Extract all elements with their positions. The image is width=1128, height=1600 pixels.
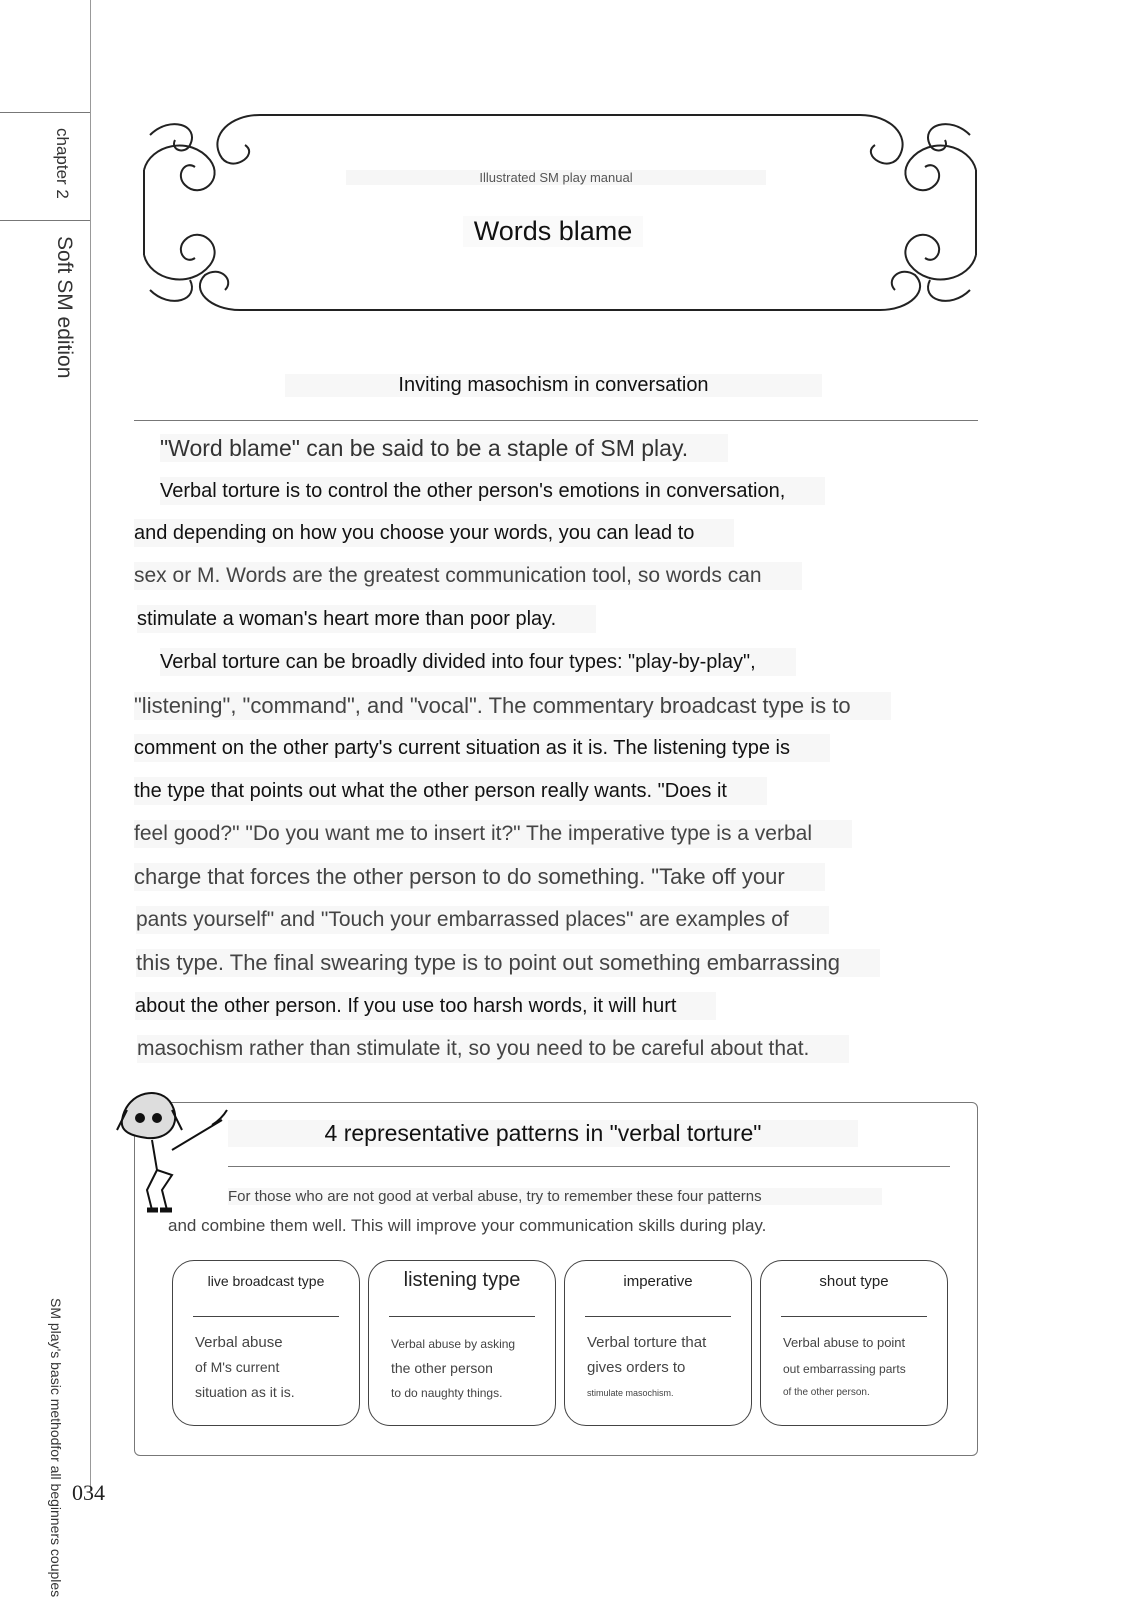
card-desc-line: Verbal abuse: [195, 1334, 283, 1351]
box-title: 4 representative patterns in "verbal torture": [228, 1120, 858, 1147]
card-desc-line: to do naughty things.: [391, 1386, 503, 1400]
card-rule: [781, 1316, 927, 1317]
card-title: imperative: [623, 1273, 693, 1290]
header-kicker: Illustrated SM play manual: [346, 170, 766, 185]
card-title: listening type: [403, 1269, 521, 1291]
card-desc-line: gives orders to: [587, 1359, 686, 1376]
pattern-card-listening: [368, 1260, 556, 1426]
box-intro-line1: For those who are not good at verbal abuse, try to remember these four patterns: [228, 1188, 882, 1205]
subtitle-rule: [134, 420, 978, 421]
body-line: about the other person. If you use too harsh words, it will hurt: [135, 992, 716, 1020]
card-rule: [585, 1316, 731, 1317]
card-desc-line: out embarrassing parts: [783, 1362, 906, 1376]
page-title: Words blame: [463, 216, 643, 247]
margin-divider: [90, 0, 91, 1490]
card-desc-line: of M's current: [195, 1359, 280, 1375]
edition-label: Soft SM edition: [53, 236, 76, 379]
body-line: stimulate a woman's heart more than poor play.: [137, 605, 596, 633]
page-number: 034: [72, 1480, 105, 1505]
card-desc-line: the other person: [391, 1360, 493, 1376]
card-desc-line: Verbal torture that: [587, 1334, 707, 1351]
body-line: "Word blame" can be said to be a staple of SM play.: [160, 434, 728, 462]
tab-divider: [0, 112, 90, 113]
body-line: Verbal torture can be broadly divided into four types: "play-by-play",: [160, 648, 796, 676]
body-line: the type that points out what the other person really wants. "Does it: [134, 777, 767, 805]
card-title: live broadcast type: [207, 1273, 325, 1289]
body-line: Verbal torture is to control the other person's emotions in conversation,: [160, 477, 825, 505]
body-line: pants yourself" and "Touch your embarrassed places" are examples of: [136, 906, 829, 934]
chapter-label: chapter 2: [53, 128, 72, 199]
section-subtitle: Inviting masochism in conversation: [285, 374, 822, 397]
box-title-rule: [228, 1166, 950, 1167]
card-title: shout type: [819, 1273, 889, 1290]
card-desc-line: Verbal abuse by asking: [391, 1337, 516, 1351]
body-line: and depending on how you choose your words, you can lead to: [134, 519, 734, 547]
card-desc-line: situation as it is.: [195, 1384, 295, 1400]
card-desc-line: stimulate masochism.: [587, 1388, 674, 1398]
pattern-card-imperative: [564, 1260, 752, 1426]
body-line: "listening", "command", and "vocal". The commentary broadcast type is to: [134, 692, 891, 720]
body-line: this type. The final swearing type is to point out something embarrassing: [136, 949, 880, 977]
card-desc-line: of the other person.: [783, 1387, 870, 1398]
body-line: charge that forces the other person to do something. "Take off your: [134, 863, 825, 891]
book-title-line1: SM play's basic method: [48, 1298, 64, 1446]
tab-divider: [0, 220, 90, 221]
body-line: feel good?" "Do you want me to insert it?" The imperative type is a verbal: [134, 820, 852, 848]
book-title-line2: for all beginners couples: [48, 1445, 64, 1598]
ornamental-frame: [130, 105, 990, 320]
body-line: masochism rather than stimulate it, so you need to be careful about that.: [137, 1035, 849, 1063]
book-title: [48, 1298, 64, 1597]
pattern-card-shout: [760, 1260, 948, 1426]
pattern-card-live-broadcast: [172, 1260, 360, 1426]
card-desc-line: Verbal abuse to point: [783, 1335, 906, 1350]
card-rule: [389, 1316, 535, 1317]
box-intro-line2: and combine them well. This will improve your communication skills during play.: [168, 1216, 767, 1235]
girl-illustration: [112, 1080, 232, 1215]
body-line: sex or M. Words are the greatest communication tool, so words can: [134, 562, 802, 590]
card-rule: [193, 1316, 339, 1317]
body-line: comment on the other party's current situation as it is. The listening type is: [134, 734, 830, 762]
